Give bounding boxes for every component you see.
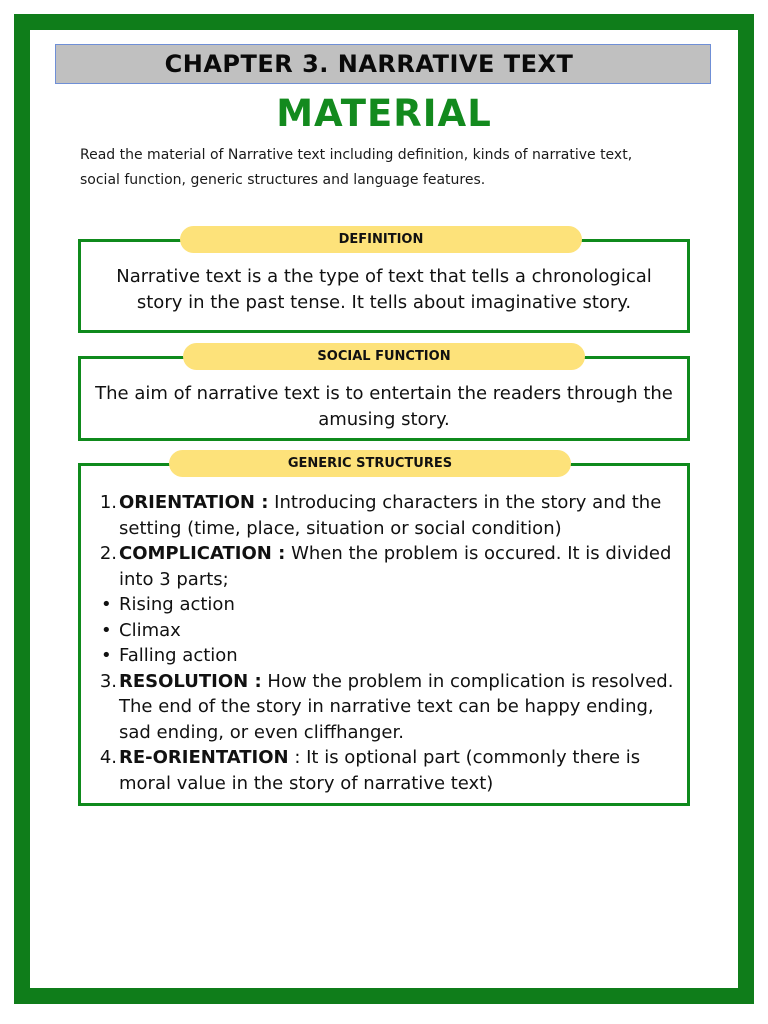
list-item bbox=[79, 490, 679, 541]
social-function-label: SOCIAL FUNCTION bbox=[183, 343, 585, 370]
complication-desc: When the problem is occured. It is divided into 3 parts; bbox=[119, 543, 672, 590]
bullet-item bbox=[79, 592, 679, 618]
generic-structures-label: GENERIC STRUCTURES bbox=[169, 450, 571, 477]
bullet-icon: • bbox=[101, 594, 112, 615]
re-orientation-desc: : It is optional part (commonly there is moral value in the story of narrative text) bbox=[119, 747, 641, 794]
complication-part: Rising action bbox=[119, 594, 235, 615]
bullet-item bbox=[79, 618, 679, 644]
list-item bbox=[79, 541, 679, 592]
resolution-desc: How the problem in complication is resolved. The end of the story in narrative text can be happy ending, sad ending, or even cliffhanger. bbox=[119, 670, 674, 743]
generic-structures-box bbox=[78, 463, 690, 806]
re-orientation-term: RE-ORIENTATION bbox=[119, 747, 289, 768]
list-number: 4. bbox=[99, 747, 117, 768]
complication-part: Climax bbox=[119, 619, 181, 641]
list-number: 3. bbox=[99, 670, 117, 692]
complication-term: COMPLICATION : bbox=[119, 543, 286, 564]
resolution-term: RESOLUTION : bbox=[119, 670, 262, 692]
complication-part: Falling action bbox=[119, 645, 238, 666]
definition-box bbox=[78, 239, 690, 333]
definition-text: Narrative text is a the type of text that tells a chronological story in the past tense. It tells about imaginative story. bbox=[116, 266, 652, 313]
list-number: 2. bbox=[99, 543, 117, 564]
orientation-term: ORIENTATION : bbox=[119, 492, 269, 513]
orientation-desc: Introducing characters in the story and the setting (time, place, situation or social condition) bbox=[119, 492, 662, 539]
bullet-item bbox=[79, 643, 679, 669]
list-number: 1. bbox=[99, 492, 117, 513]
bullet-icon: • bbox=[101, 645, 112, 666]
intro-paragraph: Read the material of Narrative text including definition, kinds of narrative text, social function, generic structures and language features. bbox=[80, 147, 633, 188]
chapter-banner bbox=[55, 44, 711, 84]
chapter-title: CHAPTER 3. NARRATIVE TEXT bbox=[164, 50, 574, 78]
list-item bbox=[79, 745, 679, 796]
definition-label: DEFINITION bbox=[180, 226, 582, 253]
social-function-text: The aim of narrative text is to entertain the readers through the amusing story. bbox=[95, 383, 673, 430]
list-item bbox=[79, 669, 679, 746]
generic-structures-list bbox=[99, 490, 679, 796]
page-title: MATERIAL bbox=[276, 92, 492, 135]
bullet-icon: • bbox=[101, 619, 112, 641]
